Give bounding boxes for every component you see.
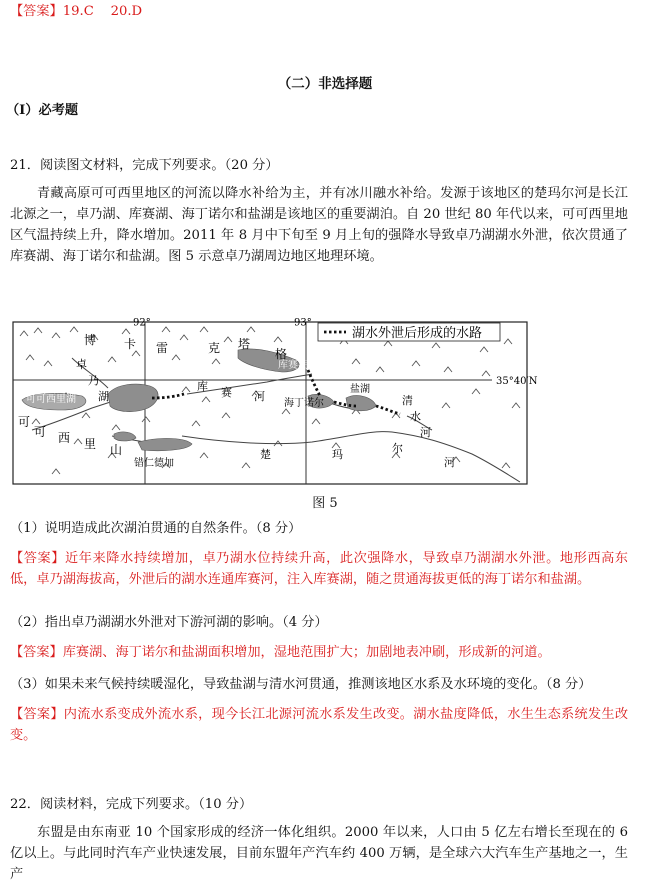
- qingshui-char-3: 河: [420, 426, 431, 439]
- chumaer-char-4: 河: [444, 456, 455, 469]
- figure-5-map: [12, 317, 538, 488]
- answer-text: 内流水系变成外流水系，现今长江北源河流水系发生改变。湖水盐度降低，水生生态系统发生改变。: [10, 707, 629, 743]
- chumaer-char-2: 玛: [332, 448, 343, 461]
- zhuonai-char-3: 湖: [98, 390, 109, 403]
- section-title: （二）非选择题: [277, 76, 373, 92]
- q21-passage: 青藏高原可可西里地区的河流以降水补给为主，并有冰川融水补给。发源于该地区的楚玛尔河是长江北源之一，卓乃湖、库赛湖、海丁诺尔和盐湖是该地区的重要湖泊。自 20 世纪 80 年代以来，可可西里地区气温持续上升，降水增加。2011 年 8 月中下旬至 9 月上旬的强降水导致卓乃湖湖水外泄，依次贯通了库赛湖、海丁诺尔和盐湖。图 5 示意卓乃湖周边地区地理环境。: [10, 186, 628, 264]
- range2-char-1: 可: [18, 415, 31, 429]
- kusai-lake-label: 库赛湖: [278, 360, 308, 371]
- q21-answer2: [10, 642, 628, 663]
- chumaer-char-3: 尔: [392, 442, 403, 455]
- range2-char-2: 可: [34, 425, 47, 439]
- kekexili-label: 可可西里湖: [26, 394, 76, 405]
- chumaer-char-1: 楚: [260, 448, 271, 461]
- zhuonai-char-1: 卓: [76, 358, 87, 371]
- lon-92-label: 92°: [133, 317, 151, 329]
- range2-char-4: 里: [84, 437, 97, 451]
- q21-answer1: [10, 548, 628, 590]
- q22-passage: 东盟是由东南亚 10 个国家形成的经济一体化组织。2000 年以来，人口由 5 亿左右增长至现在的 6 亿以上。与此同时汽车产业快速发展，目前东盟年产汽车约 400 万辆，是全球六大汽车生产基地之一，生产: [10, 825, 628, 882]
- answer-line-top: [10, 3, 142, 21]
- figure-caption: 图 5: [312, 496, 338, 511]
- range1-char-2: 卡: [124, 337, 137, 351]
- range1-char-4: 克: [208, 341, 221, 355]
- kusai-river-char-1: 库: [197, 380, 208, 393]
- q22-title: 22．阅读材料，完成下列要求。（10 分）: [10, 797, 253, 812]
- zhuonai-char-2: 乃: [88, 374, 99, 387]
- q21-answer3: [10, 704, 628, 746]
- q21-sub2: （2）指出卓乃湖湖水外泄对下游河湖的影响。（4 分）: [10, 615, 328, 630]
- kusai-river-char-2: 赛: [221, 386, 232, 399]
- answer-text: 库赛湖、海丁诺尔和盐湖面积增加，湿地范围扩大；加剧地表冲刷，形成新的河道。: [62, 645, 551, 660]
- kusai-river-char-3: 河: [254, 390, 265, 403]
- answer-text: 19.C 20.D: [62, 4, 143, 19]
- q21-title: 21．阅读图文材料，完成下列要求。（20 分）: [10, 158, 279, 173]
- range1-char-5: 塔: [238, 337, 251, 351]
- answer-tag: 【答案】: [10, 551, 65, 566]
- answer-tag: 【答案】: [10, 707, 64, 722]
- qingshui-char-1: 清: [402, 394, 413, 407]
- lon-93-label: 93°: [294, 317, 312, 329]
- answer-text: 近年来降水持续增加，卓乃湖水位持续升高，此次强降水，导致卓乃湖湖水外泄。地形西高东低，卓乃湖海拔高，外泄后的湖水连通库赛河，注入库赛湖，随之贯通海拔更低的海丁诺尔和盐湖。: [10, 551, 628, 587]
- range1-char-1: 博: [84, 333, 97, 347]
- lat-label: 35°40′N: [496, 376, 538, 387]
- subsection-title: （Ⅰ）必考题: [6, 103, 79, 118]
- range1-char-3: 雷: [156, 341, 169, 355]
- answer-tag: 【答案】: [10, 645, 63, 660]
- legend-label: 湖水外泄后形成的水路: [352, 326, 483, 341]
- cuorendejia-label: 错仁德加: [134, 458, 174, 469]
- yanhu-label: 盐湖: [350, 384, 370, 395]
- range2-char-5: 山: [110, 443, 123, 457]
- answer-tag: 【答案】: [10, 4, 63, 19]
- q21-sub3: （3）如果未来气候持续暖湿化，导致盐湖与清水河贯通，推测该地区水系及水环境的变化。（8 分）: [10, 677, 592, 692]
- range1-char-6: 格: [275, 347, 288, 361]
- qingshui-char-2: 水: [410, 410, 421, 423]
- haiding-label: 海丁诺尔: [284, 398, 324, 409]
- range2-char-3: 西: [58, 431, 71, 445]
- q21-sub1: （1）说明造成此次湖泊贯通的自然条件。（8 分）: [10, 521, 302, 536]
